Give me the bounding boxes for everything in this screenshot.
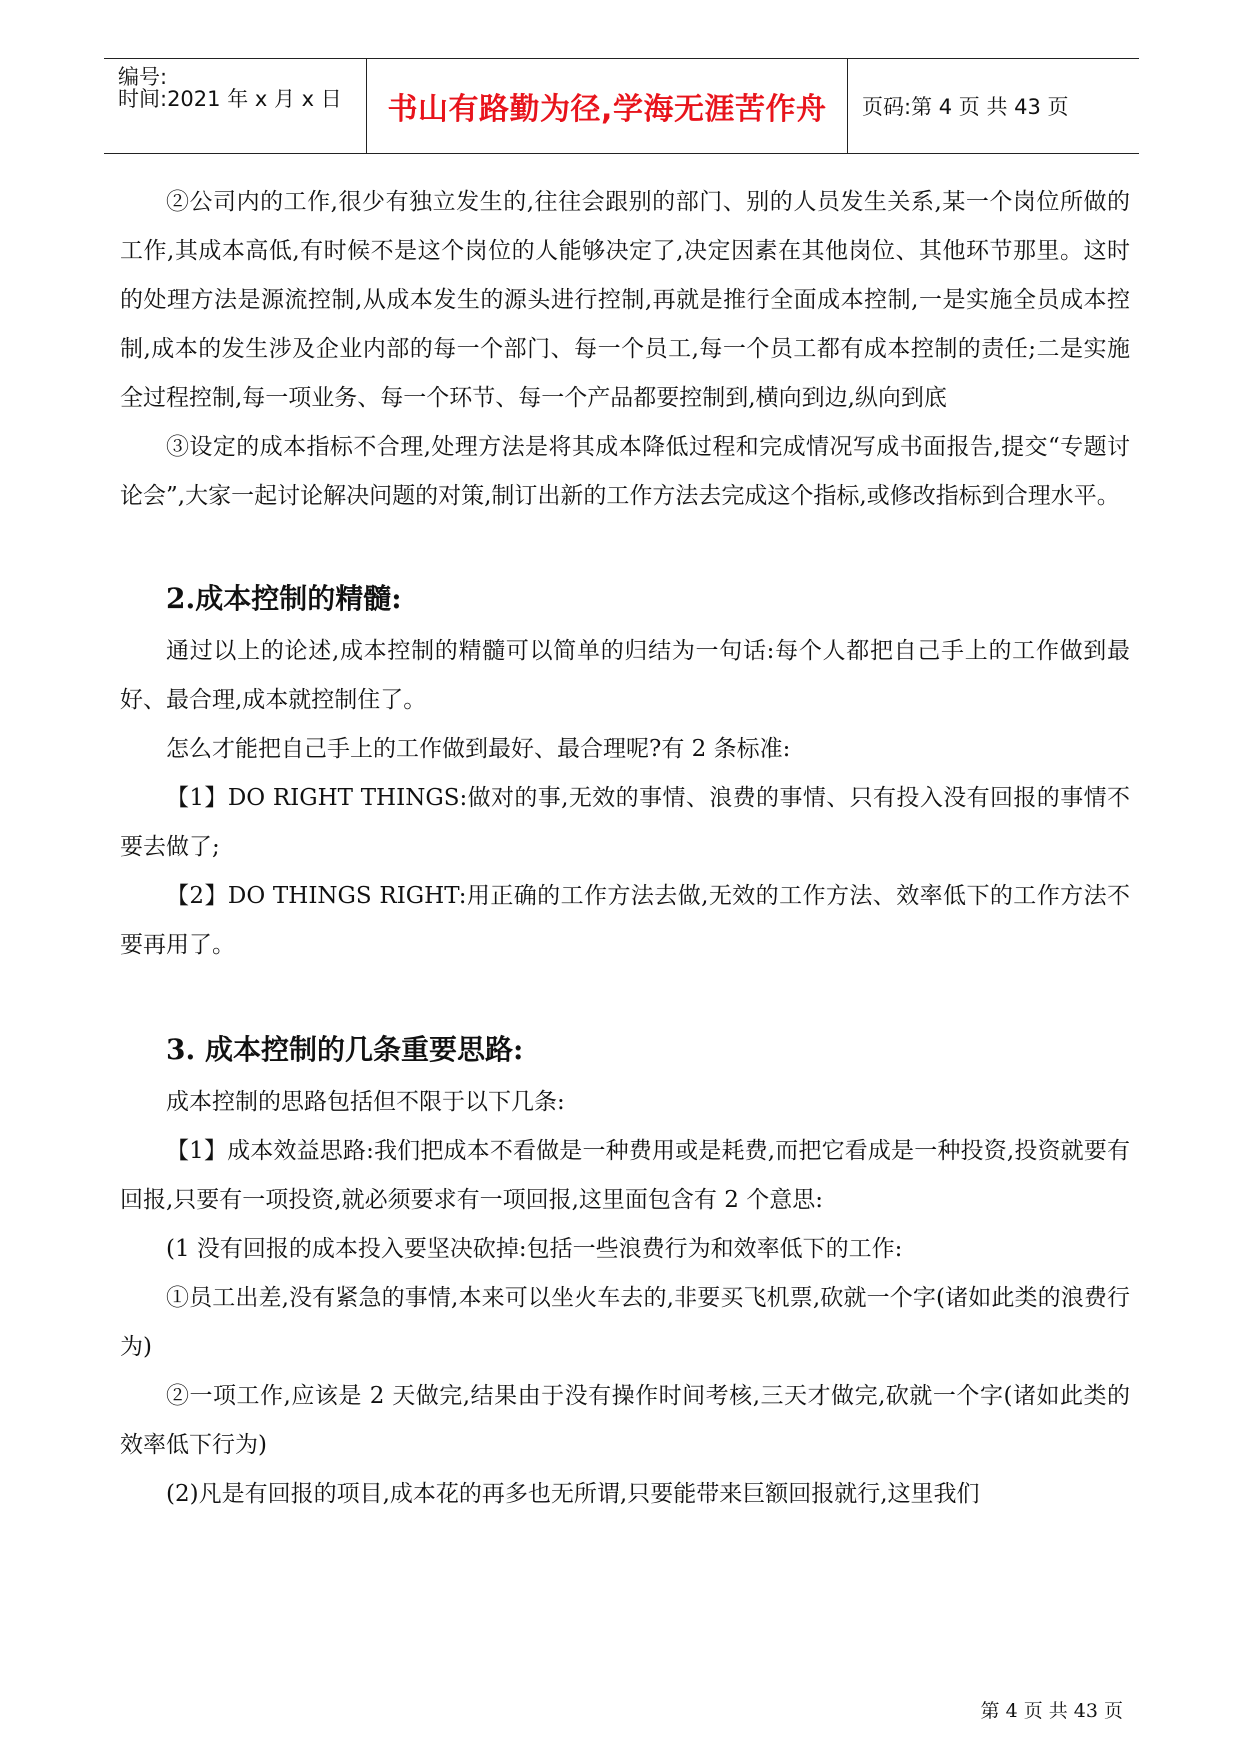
header-motto: 书山有路勤为径,学海无涯苦作舟	[387, 92, 827, 127]
paragraph: 成本控制的思路包括但不限于以下几条:	[166, 1089, 565, 1115]
paragraph: ③设定的成本指标不合理,处理方法是将其成本降低过程和完成情况写成书面报告,提交“专题讨论会”,大家一起讨论解决问题的对策,制订出新的工作方法去完成这个指标,或修改指标到合理水平。	[120, 434, 1130, 509]
paragraph: 通过以上的论述,成本控制的精髓可以简单的归结为一句话:每个人都把自己手上的工作做到最好、最合理,成本就控制住了。	[120, 638, 1130, 713]
document-number-label: 编号:	[118, 65, 168, 89]
section-heading: 3. 成本控制的几条重要思路:	[166, 1033, 524, 1066]
paragraph: 【2】DO THINGS RIGHT:用正确的工作方法去做,无效的工作方法、效率低下的工作方法不要再用了。	[120, 883, 1130, 958]
section-heading: 2.成本控制的精髓:	[166, 582, 402, 615]
document-time: 时间:2021 年 x 月 x 日	[118, 87, 342, 111]
paragraph: ②一项工作,应该是 2 天做完,结果由于没有操作时间考核,三天才做完,砍就一个字(诸如此类的效率低下行为)	[120, 1383, 1130, 1458]
paragraph: 【1】DO RIGHT THINGS:做对的事,无效的事情、浪费的事情、只有投入没有回报的事情不要去做了;	[120, 785, 1130, 860]
paragraph: ①员工出差,没有紧急的事情,本来可以坐火车去的,非要买飞机票,砍就一个字(诸如此类的浪费行为)	[120, 1285, 1130, 1360]
header-left-cell	[104, 59, 367, 153]
paragraph: (1 没有回报的成本投入要坚决砍掉:包括一些浪费行为和效率低下的工作:	[166, 1236, 903, 1262]
header-page-code: 页码:第 4 页 共 43 页	[862, 95, 1069, 119]
paragraph: (2)凡是有回报的项目,成本花的再多也无所谓,只要能带来巨额回报就行,这里我们	[166, 1481, 980, 1507]
page-footer: 第 4 页 共 43 页	[980, 1700, 1123, 1722]
paragraph: 【1】成本效益思路:我们把成本不看做是一种费用或是耗费,而把它看成是一种投资,投资就要有回报,只要有一项投资,就必须要求有一项回报,这里面包含有 2 个意思:	[120, 1138, 1130, 1213]
header-right-cell	[848, 59, 1139, 153]
header-motto-cell	[367, 59, 848, 153]
paragraph: ②公司内的工作,很少有独立发生的,往往会跟别的部门、别的人员发生关系,某一个岗位所做的工作,其成本高低,有时候不是这个岗位的人能够决定了,决定因素在其他岗位、其他环节那里。这时的处理方法是源流控制,从成本发生的源头进行控制,再就是推行全面成本控制,一是实施全员成本控制,成本的发生涉及企业内部的每一个部门、每一个员工,每一个员工都有成本控制的责任;二是实施全过程控制,每一项业务、每一个环节、每一个产品都要控制到,横向到边,纵向到底	[120, 189, 1130, 411]
document-body	[120, 178, 1130, 1519]
document-header	[104, 58, 1139, 154]
paragraph: 怎么才能把自己手上的工作做到最好、最合理呢?有 2 条标准:	[166, 736, 791, 762]
